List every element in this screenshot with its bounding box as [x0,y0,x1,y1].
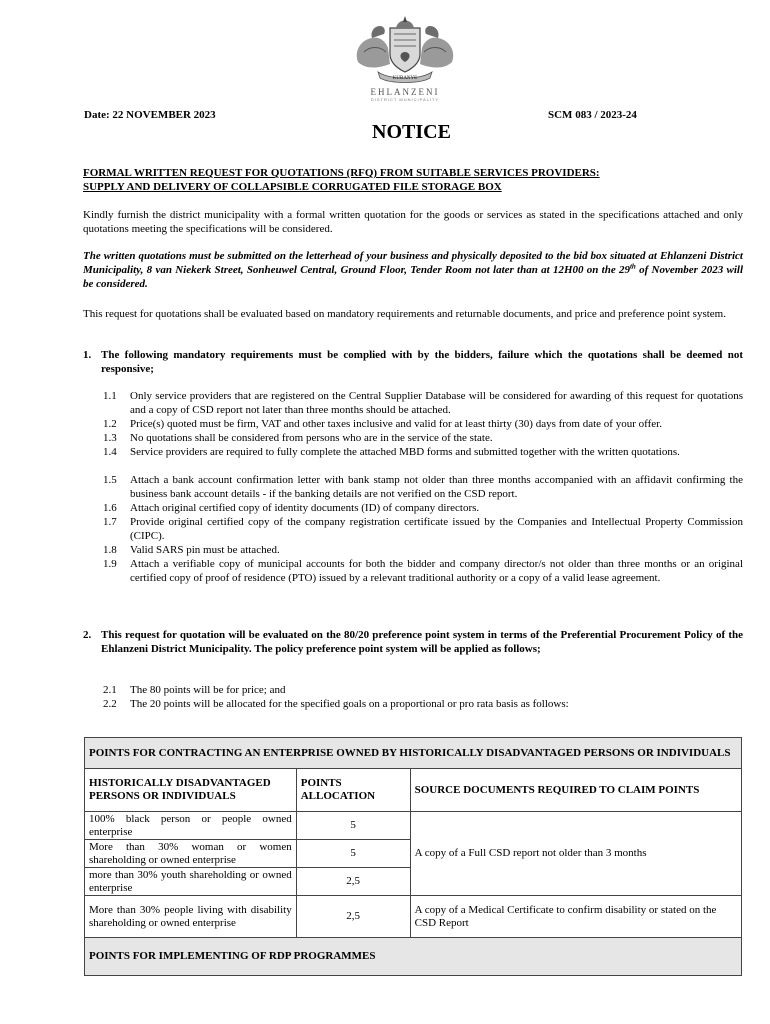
list-item-text: Attach original certified copy of identity documents (ID) of company directors. [130,502,480,514]
submission-superscript: th [629,262,636,271]
table-footer: POINTS FOR IMPLEMENTING OF RDP PROGRAMMES [85,938,742,976]
list-item [103,698,743,712]
list-item [103,544,743,558]
list-item-text: Provide original certified copy of the company registration certificate issued by the Companies and Intellectual Property Commission (CIPC). [130,516,743,542]
list-item-number: 1.7 [103,516,117,528]
source-medical-certificate: A copy of a Medical Certificate to confirm disability or stated on the CSD Report [410,896,741,938]
section-2-number: 2. [83,629,92,641]
submission-text-post: of November 2023 will be considered. [83,264,743,290]
list-item [103,418,743,432]
list-item-number: 1.2 [103,418,117,430]
list-item-text: Attach a verifiable copy of municipal accounts for both the bidder and company director/s not older than three months or an original certified copy of proof of residence (PTO) issued by a relevant traditional authority or a copy of a valid lease agreement. [130,558,743,584]
row-group: More than 30% woman or women shareholding or owned enterprise [85,840,297,868]
row-group: more than 30% youth shareholding or owned enterprise [85,868,297,896]
table-header-row [85,769,742,812]
table-row [85,896,742,938]
list-item [103,474,743,502]
list-item [103,502,743,516]
list-item-text: The 80 points will be for price; and [130,684,286,696]
list-item-text: Only service providers that are registered on the Central Supplier Database will be considered for awarding of this request for quotations and a copy of CSD report not later than three months should be attached. [130,390,743,416]
section-1-number: 1. [83,349,92,361]
reference-number: SCM 083 / 2023-24 [548,109,637,121]
preference-points-table [84,737,742,976]
list-item-number: 1.6 [103,502,117,514]
subject-line-1: FORMAL WRITTEN REQUEST FOR QUOTATIONS (RFQ) FROM SUITABLE SERVICES PROVIDERS: [83,167,600,179]
row-group: 100% black person or people owned enterprise [85,812,297,840]
list-item-number: 2.1 [103,684,117,696]
logo-motto: KUBANYE [392,76,418,81]
list-item-number: 1.3 [103,432,117,444]
list-item [103,558,743,600]
section-2-heading: This request for quotation will be evaluated on the 80/20 preference point system in terms of the Preferential Procurement Policy of the Ehlanzeni District Municipality. The policy preference point system will be applied as follows; [101,629,743,655]
list-item-text: Attach a bank account confirmation letter with bank stamp not older than three months accompanied with an affidavit confirming the business bank account details - if the banking details are not verified on the CSD report. [130,474,743,500]
submission-text-pre: The written quotations must be submitted on the letterhead of your business and physically deposited to the bid box situated at Ehlanzeni District Municipality, 8 van Niekerk Street, Sonheuwel Central, Ground Floor, Tender Room not later than at 12H00 on the 29 [83,250,743,276]
header-points-allocation: POINTS ALLOCATION [296,769,410,812]
list-item [103,684,743,698]
list-item-number: 1.8 [103,544,117,556]
logo-name: EHLANZENI [370,87,440,97]
section-1-heading: The following mandatory requirements must be complied with by the bidders, failure which the quotations shall be deemed not responsive; [101,349,743,375]
list-item [103,390,743,418]
table-footer-row [85,938,742,976]
row-points: 2,5 [296,868,410,896]
municipality-logo [350,14,460,100]
table-row [85,812,742,840]
list-item-text: The 20 points will be allocated for the specified goals on a proportional or pro rata basis as follows: [130,698,569,710]
row-points: 5 [296,812,410,840]
logo-subtitle: DISTRICT MUNICIPALITY [370,97,440,102]
table-caption-row [85,738,742,769]
table-caption: POINTS FOR CONTRACTING AN ENTERPRISE OWNED BY HISTORICALLY DISADVANTAGED PERSONS OR INDIVIDUALS [85,738,742,769]
list-item [103,516,743,544]
list-item-number: 2.2 [103,698,117,710]
row-points: 5 [296,840,410,868]
list-item [103,446,743,474]
list-item-number: 1.9 [103,558,117,570]
submission-paragraph [83,249,743,291]
list-item-text: Valid SARS pin must be attached. [130,544,280,556]
list-item-text: No quotations shall be considered from persons who are in the service of the state. [130,432,493,444]
list-item-text: Service providers are required to fully complete the attached MBD forms and submitted together with the written quotations. [130,446,680,458]
notice-date: Date: 22 NOVEMBER 2023 [84,109,216,121]
source-csd-report: A copy of a Full CSD report not older than 3 months [410,812,741,896]
evaluation-paragraph: This request for quotations shall be evaluated based on mandatory requirements and returnable documents, and price and preference point system. [83,308,726,320]
list-item [103,432,743,446]
coat-of-arms-icon [350,14,460,84]
page-title: NOTICE [372,121,451,143]
row-points: 2,5 [296,896,410,938]
header-historically-disadvantaged: HISTORICALLY DISADVANTAGED PERSONS OR INDIVIDUALS [85,769,297,812]
intro-paragraph: Kindly furnish the district municipality with a formal written quotation for the goods or services as stated in the specifications attached and only quotations meeting the specifications will be considered. [83,209,743,235]
subject-line-2: SUPPLY AND DELIVERY OF COLLAPSIBLE CORRUGATED FILE STORAGE BOX [83,181,502,193]
list-item-text: Price(s) quoted must be firm, VAT and other taxes inclusive and valid for at least thirty (30) days from date of your offer. [130,418,662,430]
list-item-number: 1.5 [103,474,117,486]
list-item-number: 1.1 [103,390,117,402]
header-source-documents: SOURCE DOCUMENTS REQUIRED TO CLAIM POINTS [410,769,741,812]
row-group: More than 30% people living with disability shareholding or owned enterprise [85,896,297,938]
list-item-number: 1.4 [103,446,117,458]
